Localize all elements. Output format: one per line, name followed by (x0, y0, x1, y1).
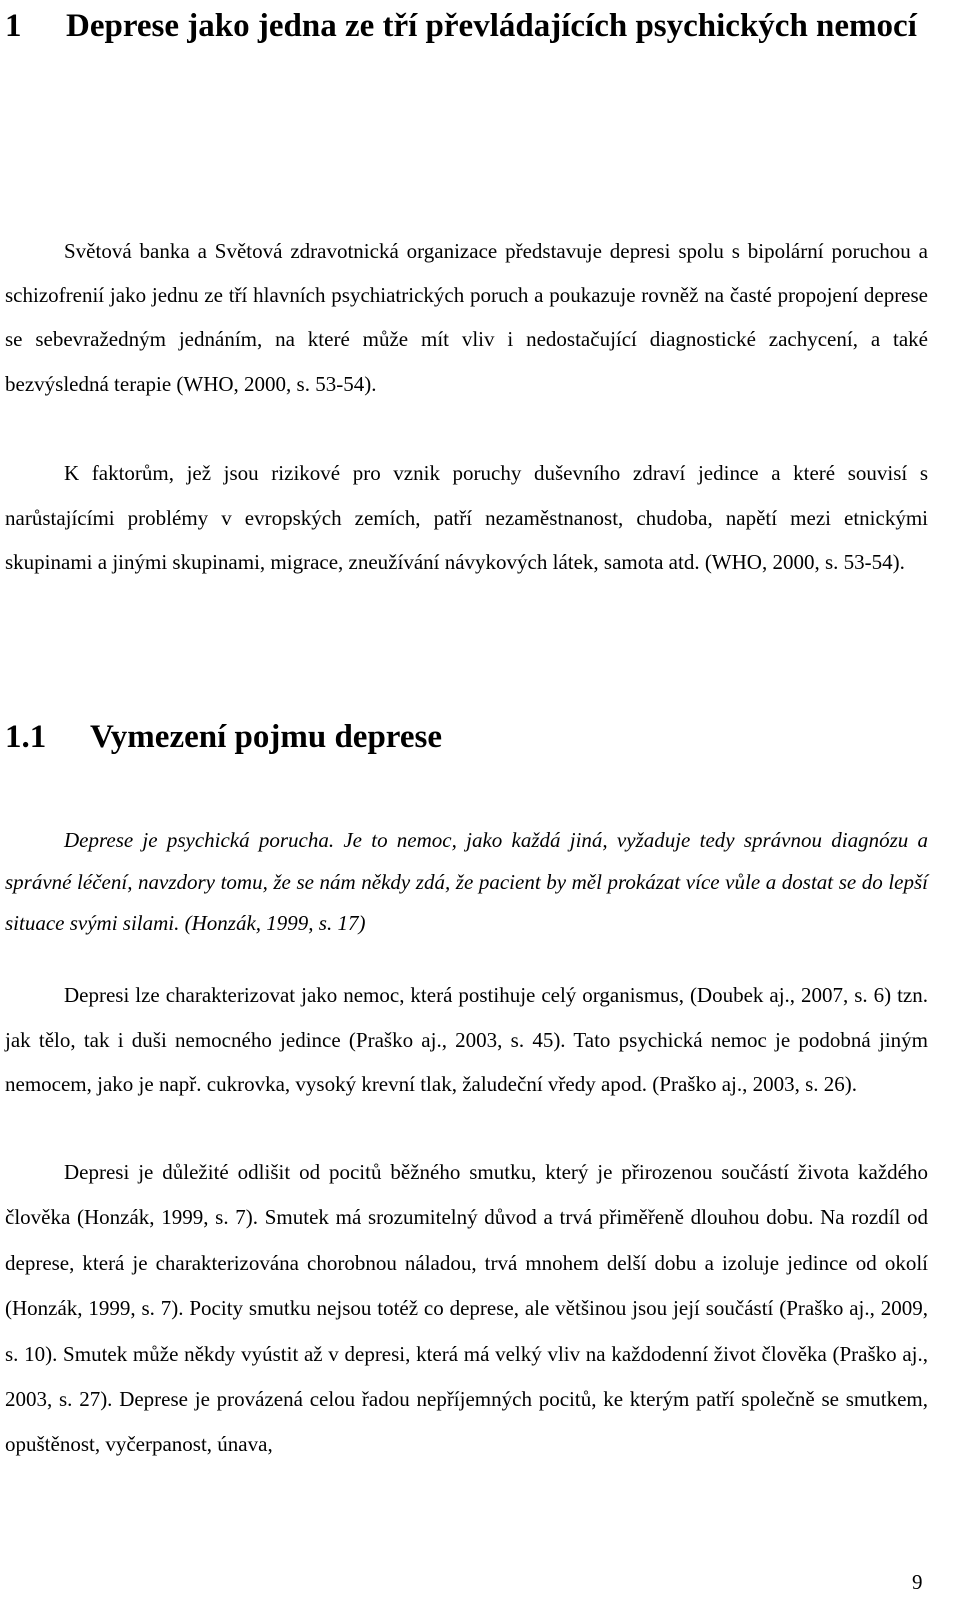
section-title: Vymezení pojmu deprese (90, 719, 442, 755)
paragraph: K faktorům, jež jsou rizikové pro vznik poruchy duševního zdraví jedince a které souvisí s narůstajícími problémy v evropských zemích, patří nezaměstnanost, chudoba, napětí mezi etnickými skupinami a jinými skupinami, migrace, zneužívání návykových látek, samota atd. (WHO, 2000, s. 53-54). (5, 461, 928, 575)
quote-paragraph: Deprese je psychická porucha. Je to nemoc, jako každá jiná, vyžaduje tedy správnou diagnózu a správné léčení, navzdory tomu, že se nám někdy zdá, že pacient by měl prokázat více vůle a dostat se do lepší situace svými silami. (Honzák, 1999, s. 17) (5, 828, 928, 935)
paragraph: Depresi je důležité odlišit od pocitů běžného smutku, který je přirozenou součástí života každého člověka (Honzák, 1999, s. 7). Smutek má srozumitelný důvod a trvá přiměřeně dlouhou dobu. Na rozdíl od deprese, která je charakterizována chorobnou náladou, trvá mnohem delší dobu a izoluje jedince od okolí (Honzák, 1999, s. 7). Pocity smutku nejsou totéž co deprese, ale většinou jsou její součástí (Praško aj., 2009, s. 10). Smutek může někdy vyústit až v depresi, která má velký vliv na každodenní život člověka (Praško aj., 2003, s. 27). Deprese je provázená celou řadou nepříjemných pocitů, ke kterým patří společně se smutkem, opuštěnost, vyčerpanost, únava, (5, 1160, 928, 1457)
paragraph: Depresi lze charakterizovat jako nemoc, která postihuje celý organismus, (Doubek aj., 2007, s. 6) tzn. jak tělo, tak i duši nemocného jedince (Praško aj., 2003, s. 45). Tato psychická nemoc je podobná jiným nemocem, jako je např. cukrovka, vysoký krevní tlak, žaludeční vředy apod. (Praško aj., 2003, s. 26). (5, 983, 928, 1097)
paragraph: Světová banka a Světová zdravotnická organizace představuje depresi spolu s bipolární poruchou a schizofrenií jako jednu ze tří hlavních psychiatrických poruch a poukazuje rovněž na časté propojení deprese se sebevražedným jednáním, na které může mít vliv i nedostačující diagnostické zachycení, a také bezvýsledná terapie (WHO, 2000, s. 53-54). (5, 239, 928, 396)
page-number: 9 (912, 1570, 923, 1594)
section-number: 1.1 (5, 719, 47, 755)
chapter-title: Deprese jako jedna ze tří převládajících psychických nemocí (66, 8, 917, 44)
section-heading (5, 713, 925, 761)
chapter-heading (0, 0, 930, 58)
chapter-number: 1 (5, 8, 22, 44)
